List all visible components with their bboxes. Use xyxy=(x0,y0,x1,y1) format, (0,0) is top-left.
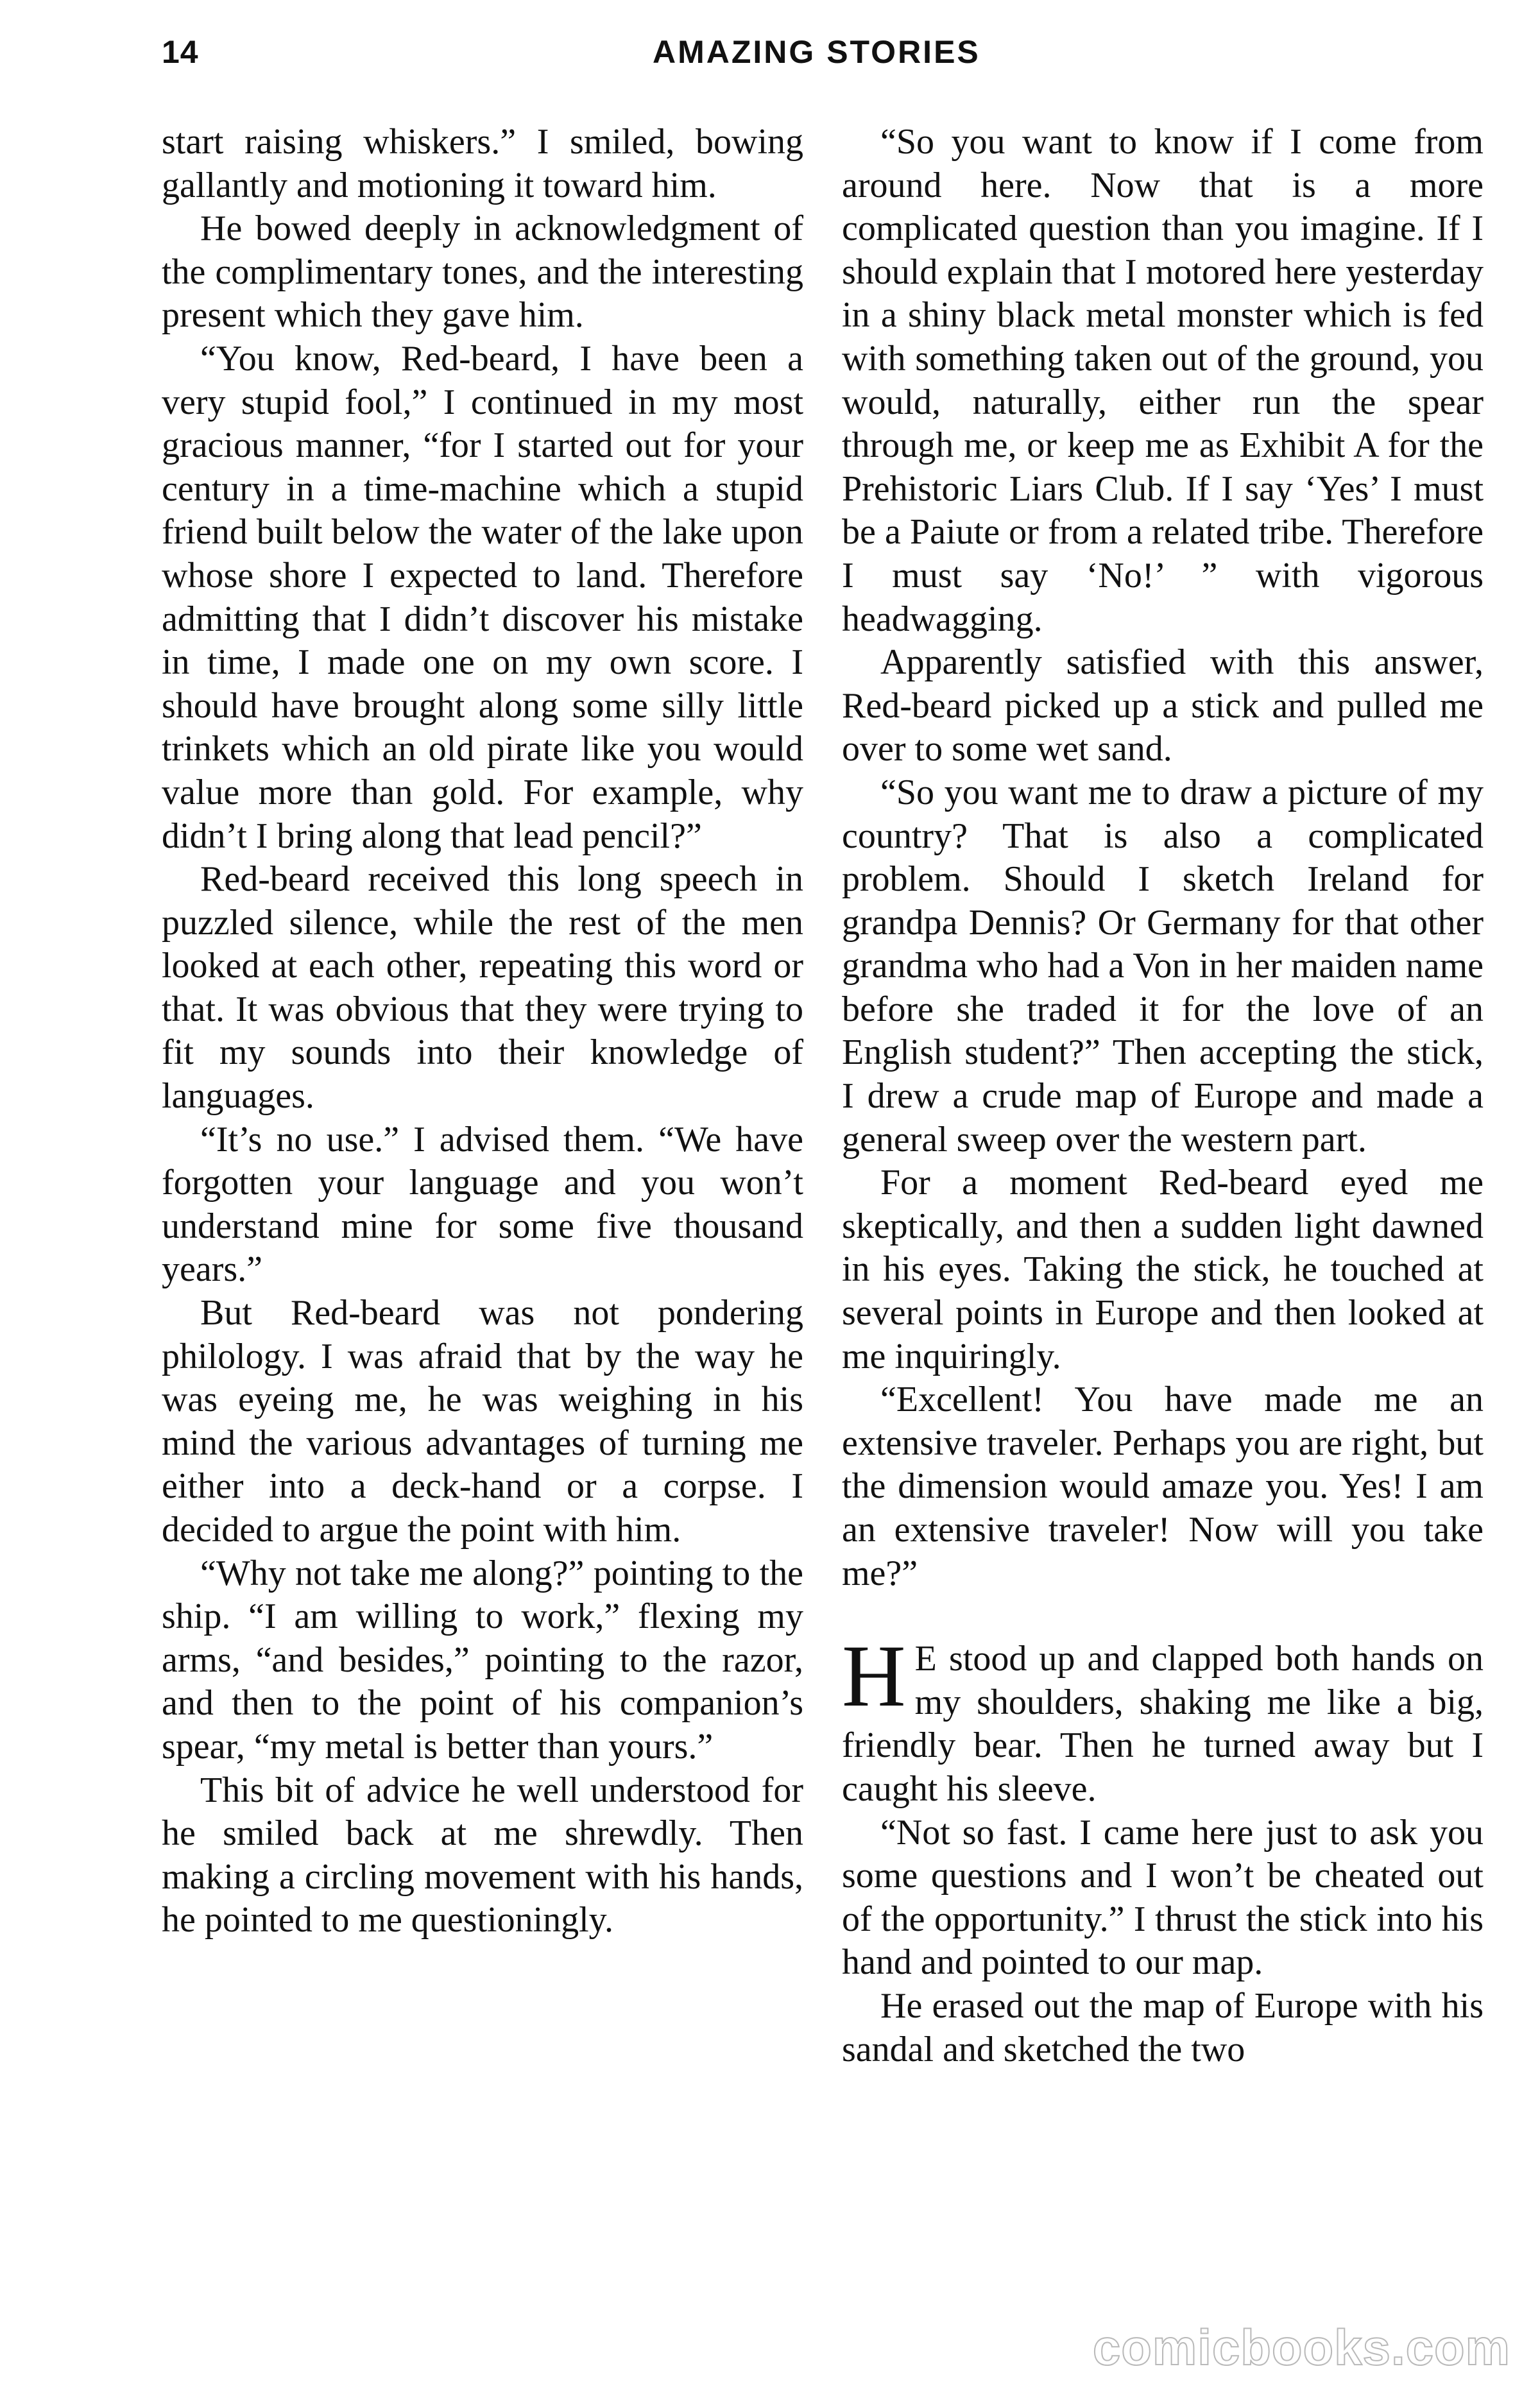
paragraph: “It’s no use.” I advised them. “We have forgotten your language and you won’t understand mine for some five thousand years.” xyxy=(162,1119,803,1290)
paragraph: “Not so fast. I came here just to ask you some questions and I won’t be cheated out of the opportunity.” I thrust the stick into his hand and pointed to our map. xyxy=(842,1812,1484,1983)
watermark: comicbooks.com xyxy=(1092,2319,1510,2375)
magazine-title: AMAZING STORIES xyxy=(653,34,980,70)
drop-cap-paragraph xyxy=(842,1627,1484,1811)
paragraph: “So you want me to draw a picture of my country? That is also a complicated problem. Should I sketch Ireland for grandpa Dennis? Or Germany for that other grandma who had a Von in her maiden name before she traded it for the love of an English student?” Then accepting the stick, I drew a crude map of Europe and made a general sweep over the western part. xyxy=(842,772,1484,1160)
paragraph: He bowed deeply in acknowledgment of the complimentary tones, and the interesting present which they gave him. xyxy=(162,209,803,336)
paragraph: “So you want to know if I come from around here. Now that is a more complicated question than you imagine. If I should explain that I motored here yesterday in a shiny black metal monster which is fed with something taken out of the ground, you would, naturally, either run the spear through me, or keep me as Exhibit A for the Prehistoric Liars Club. If I say ‘Yes’ I must be a Paiute or from a related tribe. Therefore I must say ‘No!’ ” with vigorous headwagging. xyxy=(842,122,1484,639)
paragraph: “You know, Red-beard, I have been a very stupid fool,” I continued in my most gracious manner, “for I started out for your century in a time-machine which a stupid friend built below the water of the lake upon whose shore I expected to land. Therefore admitting that I didn’t discover his mistake in time, I made one on my own score. I should have brought along some silly little trinkets which an old pirate like you would value more than gold. For example, why didn’t I bring along that lead pencil?” xyxy=(162,338,803,856)
paragraph: Apparently satisfied with this answer, Red-beard picked up a stick and pulled me over to some wet sand. xyxy=(842,642,1484,769)
paragraph: “Why not take me along?” pointing to the ship. “I am willing to work,” flexing my arms, “and besides,” pointing to the razor, and then to the point of his companion’s spear, “my metal is better than yours.” xyxy=(162,1553,803,1767)
paragraph: “Excellent! You have made me an extensive traveler. Perhaps you are right, but the dimension would amaze you. Yes! I am an extensive traveler! Now will you take me?” xyxy=(842,1380,1484,1593)
running-header xyxy=(162,33,1476,78)
paragraph: This bit of advice he well understood for he smiled back at me shrewdly. Then making a circling movement with his hands, he pointed to me questioningly. xyxy=(162,1770,803,1940)
paragraph: He erased out the map of Europe with his sandal and sketched the two xyxy=(842,1985,1484,2069)
section-break xyxy=(842,1595,1484,1638)
right-column xyxy=(842,121,1484,2071)
paragraph: But Red-beard was not pondering philology. I was afraid that by the way he was eyeing me, he was weighing in his mind the various advantages of turning me either into a deck-hand or a corpse. I decided to argue the point with him. xyxy=(162,1293,803,1550)
left-column xyxy=(162,121,803,1942)
drop-cap: H xyxy=(842,1627,906,1725)
paragraph: Red-beard received this long speech in puzzled silence, while the rest of the men looked at each other, repeating this word or that. It was obvious that they were trying to fit my sounds into their knowledge of languages. xyxy=(162,859,803,1117)
drop-cap-paragraph-text: E stood up and clapped both hands on my shoulders, shaking me like a big, friendly bear. Then he turned away but I caught his sleeve. xyxy=(842,1639,1484,1809)
paragraph: start raising whiskers.” I smiled, bowing gallantly and motioning it toward him. xyxy=(162,122,803,205)
paragraph: For a moment Red-beard eyed me skeptically, and then a sudden light dawned in his eyes. Taking the stick, he touched at several points in Europe and then looked at me inquiringly. xyxy=(842,1163,1484,1376)
page-number: 14 xyxy=(162,34,199,70)
